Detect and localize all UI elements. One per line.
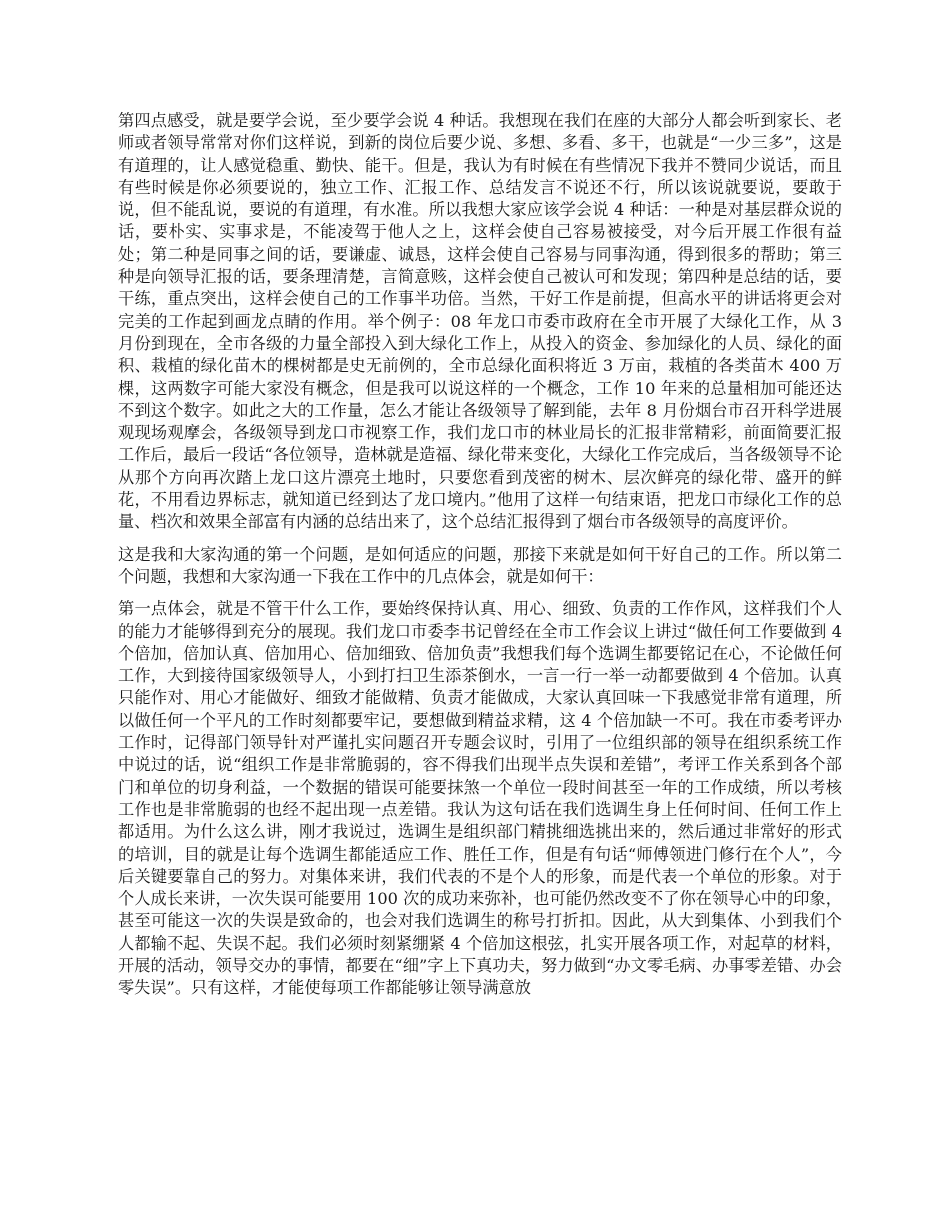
document-body	[118, 110, 842, 1010]
paragraph-fourth-point: 第四点感受，就是要学会说，至少要学会说 4 种话。我想现在我们在座的大部分人都会听到家长、老师或者领导常常对你们这样说，到新的岗位后要少说、多想、多看、多干，也就是“一少三多”，这是有道理的，让人感觉稳重、勤快、能干。但是，我认为有时候在有些情况下我并不赞同少说话，而且有些时候是你必须要说的，独立工作、汇报工作、总结发言不说还不行，所以该说就要说，要敢于说，但不能乱说，要说的有道理，有水准。所以我想大家应该学会说 4 种话：一种是对基层群众说的话，要朴实、实事求是，不能凌驾于他人之上，这样会使自己容易被接受，对今后开展工作很有益处；第二种是同事之间的话，要谦虚、诚恳，这样会使自己容易与同事沟通，得到很多的帮助；第三种是向领导汇报的话，要条理清楚，言简意赅，这样会使自己被认可和发现；第四种是总结的话，要干练，重点突出，这样会使自己的工作事半功倍。当然，干好工作是前提，但高水平的讲话将更会对完美的工作起到画龙点睛的作用。举个例子：08 年龙口市委市政府在全市开展了大绿化工作，从 3 月份到现在，全市各级的力量全部投入到大绿化工作上，从投入的资金、参加绿化的人员、绿化的面积、栽植的绿化苗木的棵树都是史无前例的，全市总绿化面积将近 3 万亩，栽植的各类苗木 400 万棵，这两数字可能大家没有概念，但是我可以说这样的一个概念，工作 10 年来的总量相加可能还达不到这个数字。如此之大的工作量，怎么才能让各级领导了解到能，去年 8 月份烟台市召开科学进展观现场观摩会，各级领导到龙口市视察工作，我们龙口市的林业局长的汇报非常精彩，前面简要汇报工作后，最后一段话“各位领导，造林就是造福、绿化带来变化，大绿化工作完成后，当各级领导不论从那个方向再次踏上龙口这片漂亮土地时，只要您看到茂密的树木、层次鲜亮的绿化带、盛开的鲜花，不用看边界标志，就知道已经到达了龙口境内。”他用了这样一句结束语，把龙口市绿化工作的总量、档次和效果全部富有内涵的总结出来了，这个总结汇报得到了烟台市各级领导的高度评价。	[118, 111, 842, 532]
paragraph-transition: 这是我和大家沟通的第一个问题，是如何适应的问题，那接下来就是如何干好自己的工作。所以第二个问题，我想和大家沟通一下我在工作中的几点体会，就是如何干：	[118, 544, 842, 586]
paragraph-first-experience: 第一点体会，就是不管干什么工作，要始终保持认真、用心、细致、负责的工作作风，这样我们个人的能力才能够得到充分的展现。我们龙口市委李书记曾经在全市工作会议上讲过“做任何工作要做到 4 个倍加，倍加认真、倍加用心、倍加细致、倍加负责”我想我们每个选调生都要铭记在心，不论做任何工作，大到接待国家级领导人，小到打扫卫生添茶倒水，一言一行一举一动都要做到 4 个倍加。认真只能作对、用心才能做好、细致才能做精、负责才能做成，大家认真回味一下我感觉非常有道理，所以做任何一个平凡的工作时刻都要牢记，要想做到精益求精，这 4 个倍加缺一不可。我在市委考评办工作时，记得部门领导针对严谨扎实问题召开专题会议时，引用了一位组织部的领导在组织系统工作中说过的话，说“组织工作是非常脆弱的，容不得我们出现半点失误和差错”，考评工作关系到各个部门和单位的切身利益，一个数据的错误可能要抹煞一个单位一段时间甚至一年的工作成绩，所以考核工作也是非常脆弱的也经不起出现一点差错。我认为这句话在我们选调生身上任何时间、任何工作上都适用。为什么这么讲，刚才我说过，选调生是组织部门精挑细选挑出来的，然后通过非常好的形式的培训，目的就是让每个选调生都能适应工作、胜任工作，但是有句话“师傅领进门修行在个人”，今后关键要靠自己的努力。对集体来讲，我们代表的不是个人的形象，而是代表一个单位的形象。对于个人成长来讲，一次失误可能要用 100 次的成功来弥补，也可能仍然改变不了你在领导心中的印象，甚至可能这一次的失误是致命的，也会对我们选调生的称号打折扣。因此，从大到集体、小到我们个人都输不起、失误不起。我们必须时刻紧绷紧 4 个倍加这根弦，扎实开展各项工作，对起草的材料，开展的活动，领导交办的事情，都要在“细”字上下真功夫，努力做到“办文零毛病、办事零差错、办会零失误”。只有这样，才能使每项工作都能够让领导满意放	[118, 599, 842, 998]
